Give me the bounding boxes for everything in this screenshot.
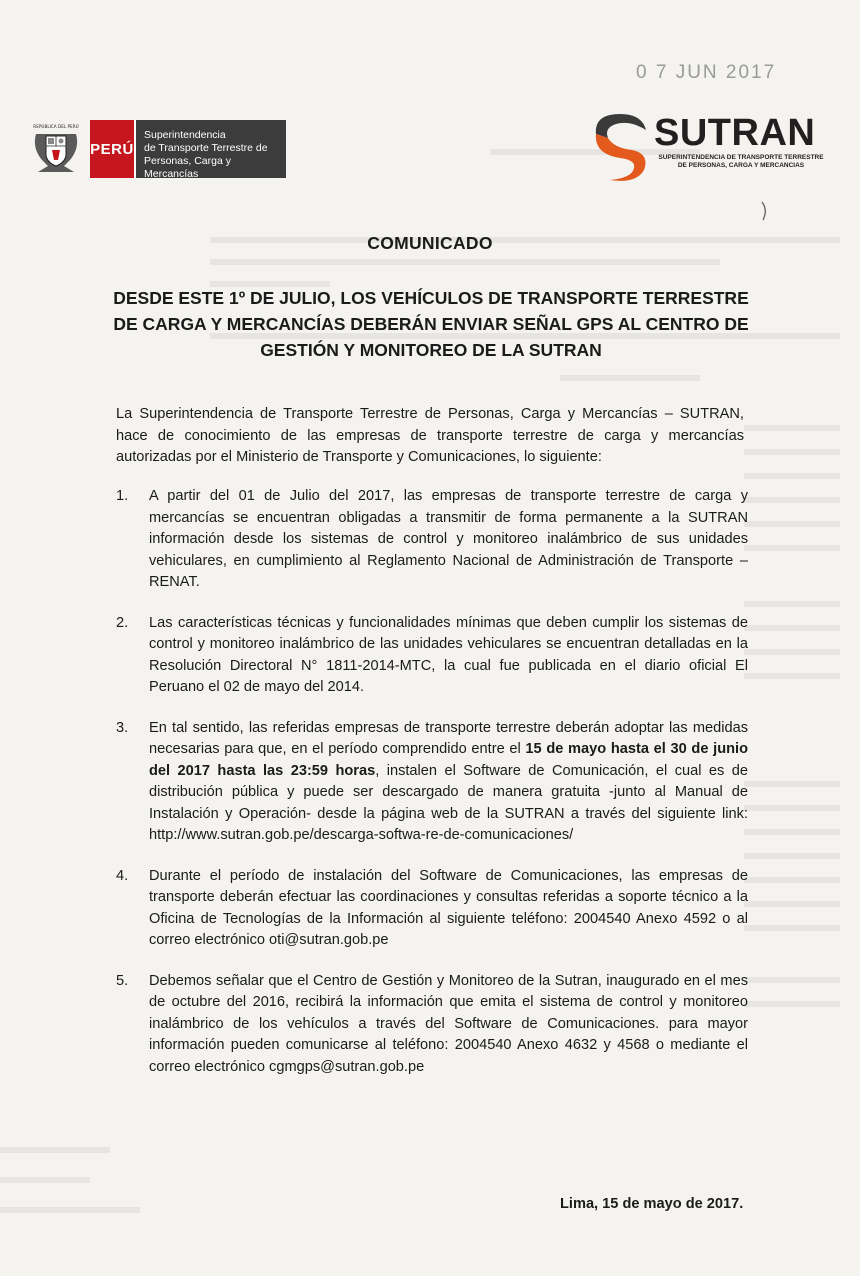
list-item: [116, 718, 748, 847]
item-date-range: 15 de mayo hasta el 30 de junio del 2017 hasta las 23:59 horas: [149, 741, 748, 779]
organization-line: Personas, Carga y Mercancías: [144, 155, 231, 180]
item-number: 3.: [116, 719, 129, 736]
item-text: Las características técnicas y funcionalidades mínimas que deben cumplir los sistemas de control y monitoreo inalámbrico de las unidades vehiculares se encuentran detalladas en la Resolución Directoral N° 1811-2014-MTC, la cual fue publicada en el diario oficial El Peruano el 02 de mayo del 2014.: [149, 614, 748, 695]
sutran-swirl-icon: [586, 108, 658, 188]
item-text: [149, 718, 748, 847]
crest-caption: REPÚBLICA DEL PERÚ: [33, 124, 79, 129]
brand-name: SUTRAN: [654, 112, 816, 154]
intro-paragraph: La Superintendencia de Transporte Terrestre de Personas, Carga y Mercancías – SUTRAN, hace de conocimiento de las empresas de transporte terrestre de carga y mercancías autorizadas por el Ministerio de Transporte y Comunicaciones, lo siguiente:: [116, 406, 744, 465]
item-text: Debemos señalar que el Centro de Gestión y Monitoreo de la Sutran, inaugurado en el mes de octubre del 2016, recibirá la información que emita el sistema de control y monitoreo inalámbrico de los vehículos a través del Software de Comunicaciones. para mayor información pueden comunicarse al teléfono: 2004540 Anexo 4632 y 4568 o mediante el correo electrónico cgmgps@sutran.gob.pe: [149, 972, 748, 1075]
item-number: 4.: [116, 867, 129, 884]
list-item: [116, 866, 748, 952]
list-item: [116, 613, 748, 699]
numbered-list: [116, 486, 748, 1097]
document-title: COMUNICADO: [367, 233, 493, 253]
peru-label: PERÚ: [90, 120, 134, 178]
pen-mark: [760, 200, 770, 222]
received-stamp: 0 7 JUN 2017: [636, 62, 777, 83]
item-text: Durante el período de instalación del Software de Comunicaciones, las empresas de transporte deberán efectuar las coordinaciones y consultas referidas a soporte técnico a la Oficina de Tecnologías de la Información al siguiente teléfono: 2004540 Anexo 4592 o al correo electrónico oti@sutran.gob.pe: [149, 867, 748, 948]
coat-of-arms-icon: [30, 120, 82, 178]
place-and-date: Lima, 15 de mayo de 2017.: [560, 1196, 744, 1212]
list-item: [116, 486, 748, 594]
peru-government-header: [30, 118, 286, 180]
item-text-part: En tal sentido, las referidas empresas de transporte terrestre deberán adoptar las medidas necesarias para que, en el período comprendido entre el: [149, 719, 748, 757]
list-item: [116, 971, 748, 1079]
item-number: 2.: [116, 614, 129, 631]
organization-name: [136, 120, 286, 178]
organization-line: Superintendencia: [144, 129, 226, 141]
item-number: 5.: [116, 972, 129, 989]
item-number: 1.: [116, 488, 129, 504]
item-text-part: , instalen el Software de Comunicación, el cual es de distribución pública y puede ser descargado de manera gratuita -junto al Manual de Instalación y Operación- desde la página web de la SUTRAN a través del siguiente link: http://www.sutran.gob.pe/descarga-softwa-re-de-comunicaciones/: [149, 762, 748, 843]
organization-line: de Transporte Terrestre de: [144, 142, 268, 154]
item-text: A partir del 01 de Julio del 2017, las empresas de transporte terrestre de carga y mercancías se encuentran obligadas a transmitir de forma permanente a la SUTRAN información desde los sistemas de control y monitoreo inalámbrico de sus unidades vehiculares, en cumplimiento al Reglamento Nacional de Administración de Transporte – RENAT.: [149, 488, 748, 590]
brand-subtitle: SUPERINTENDENCIA DE TRANSPORTE TERRESTRE DE PERSONAS, CARGA Y MERCANCIAS: [658, 154, 824, 169]
document-headline: DESDE ESTE 1º DE JULIO, LOS VEHÍCULOS DE TRANSPORTE TERRESTRE DE CARGA Y MERCANCÍAS DEBERÁN ENVIAR SEÑAL GPS AL CENTRO DE GESTIÓN Y MONITOREO DE LA SUTRAN: [113, 288, 749, 360]
sutran-logo: [586, 108, 826, 188]
